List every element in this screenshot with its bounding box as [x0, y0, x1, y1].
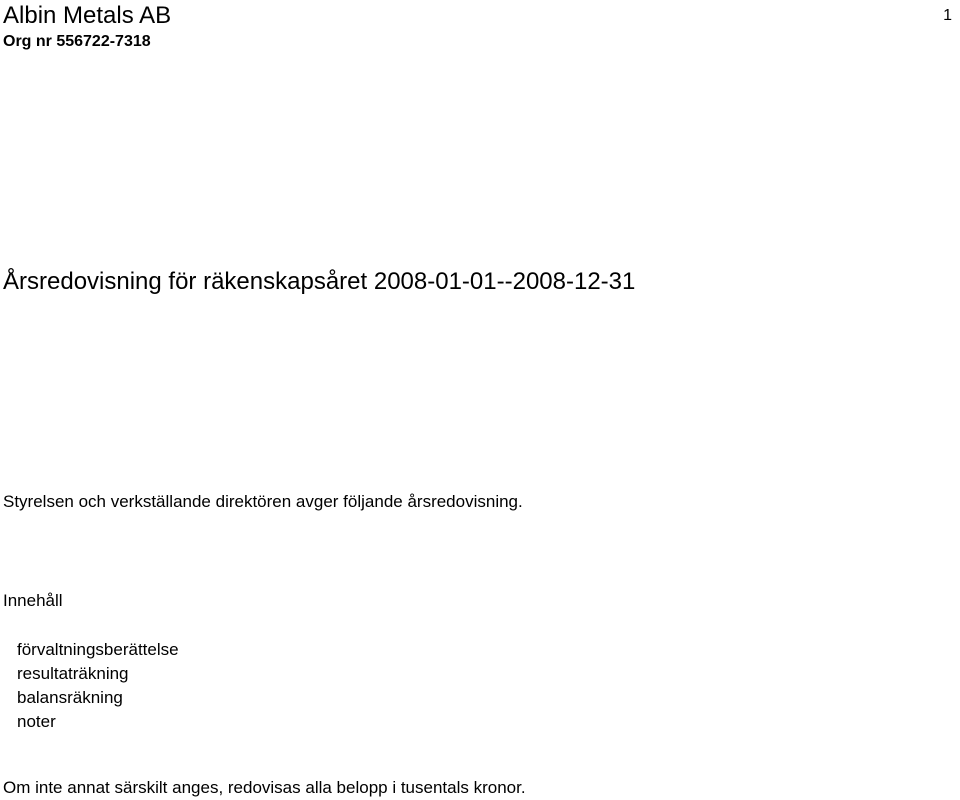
- contents-list: [17, 638, 179, 734]
- contents-item: förvaltningsberättelse: [17, 640, 179, 659]
- document-title: Årsredovisning för räkenskapsåret 2008-01-01--2008-12-31: [3, 268, 636, 295]
- contents-heading: Innehåll: [3, 591, 63, 610]
- contents-item: noter: [17, 712, 56, 731]
- page-number: 1: [943, 7, 952, 24]
- org-number: Org nr 556722-7318: [3, 33, 151, 50]
- contents-item: balansräkning: [17, 688, 123, 707]
- intro-text: Styrelsen och verkställande direktören avger följande årsredovisning.: [3, 492, 523, 511]
- contents-item: resultaträkning: [17, 664, 129, 683]
- company-name: Albin Metals AB: [3, 2, 172, 29]
- footnote: Om inte annat särskilt anges, redovisas alla belopp i tusentals kronor.: [3, 778, 526, 797]
